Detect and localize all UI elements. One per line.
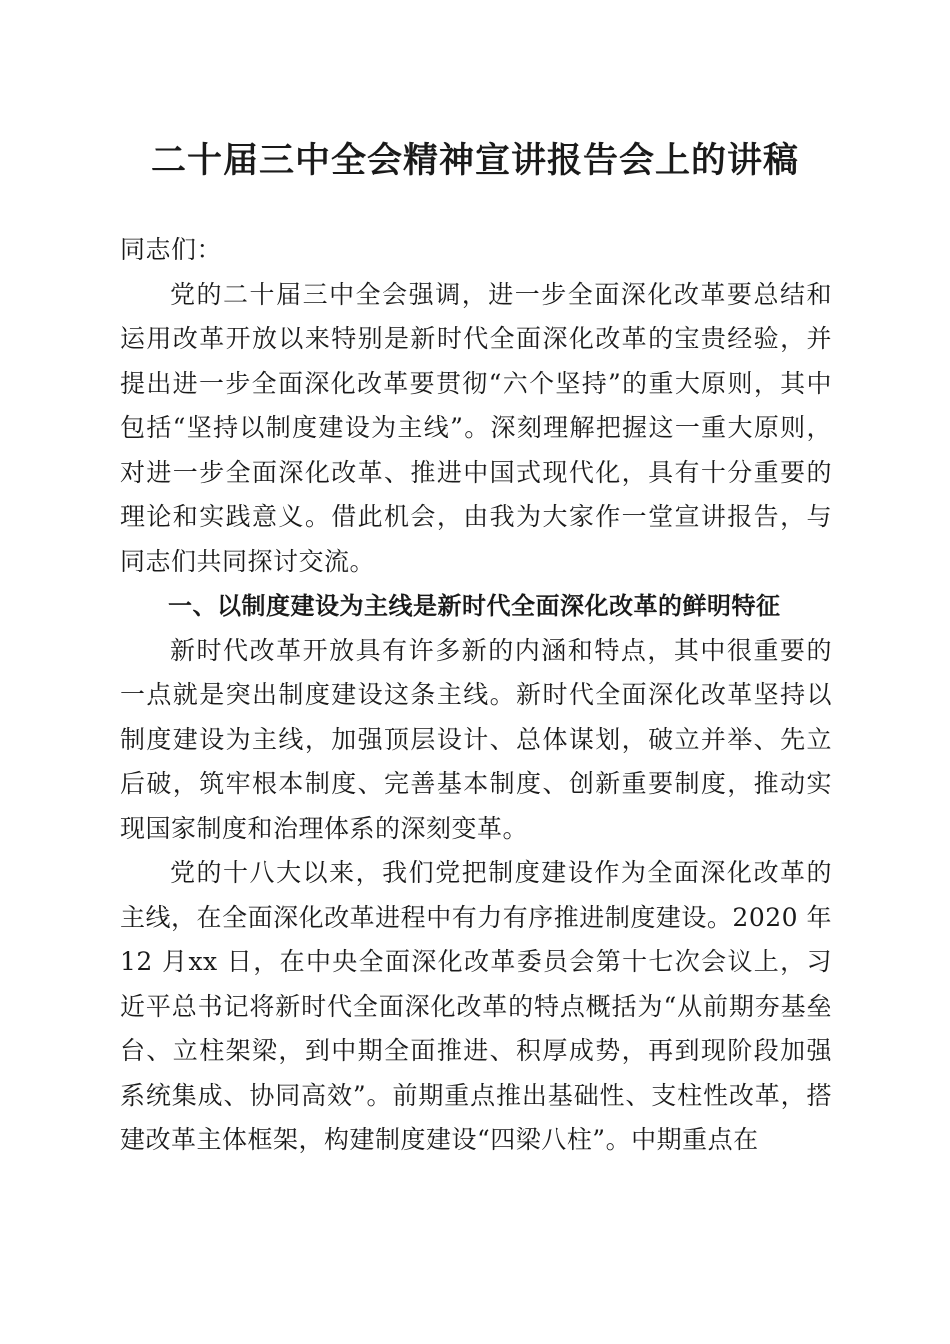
section-paragraph-2: 党的十八大以来，我们党把制度建设作为全面深化改革的主线，在全面深化改革进程中有力有序推进制度建设。2020 年12 月xx 日，在中央全面深化改革委员会第十七次会议上，习近平总书记将新时代全面深化改革的特点概括为“从前期夯基垒台、立柱架梁，到中期全面推进、积厚成势，再到现阶段加强系统集成、协同高效”。前期重点推出基础性、支柱性改革，搭建改革主体框架，构建制度建设“四梁八柱”。中期重点在 — [120, 858, 832, 1154]
document-body — [120, 228, 832, 1163]
salutation: 同志们： — [120, 235, 223, 264]
section-heading: 一、以制度建设为主线是新时代全面深化改革的鲜明特征 — [168, 592, 781, 620]
intro-paragraph: 党的二十届三中全会强调，进一步全面深化改革要总结和运用改革开放以来特别是新时代全面深化改革的宝贵经验，并提出进一步全面深化改革要贯彻“六个坚持”的重大原则，其中包括“坚持以制度建设为主线”。深刻理解把握这一重大原则，对进一步全面深化改革、推进中国式现代化，具有十分重要的理论和实践意义。借此机会，由我为大家作一堂宣讲报告，与同志们共同探讨交流。 — [120, 279, 832, 576]
section-paragraph-1: 新时代改革开放具有许多新的内涵和特点，其中很重要的一点就是突出制度建设这条主线。新时代全面深化改革坚持以制度建设为主线，加强顶层设计、总体谋划，破立并举、先立后破，筑牢根本制度、完善基本制度、创新重要制度，推动实现国家制度和治理体系的深刻变革。 — [120, 635, 832, 843]
document-title: 二十届三中全会精神宣讲报告会上的讲稿 — [150, 140, 799, 181]
